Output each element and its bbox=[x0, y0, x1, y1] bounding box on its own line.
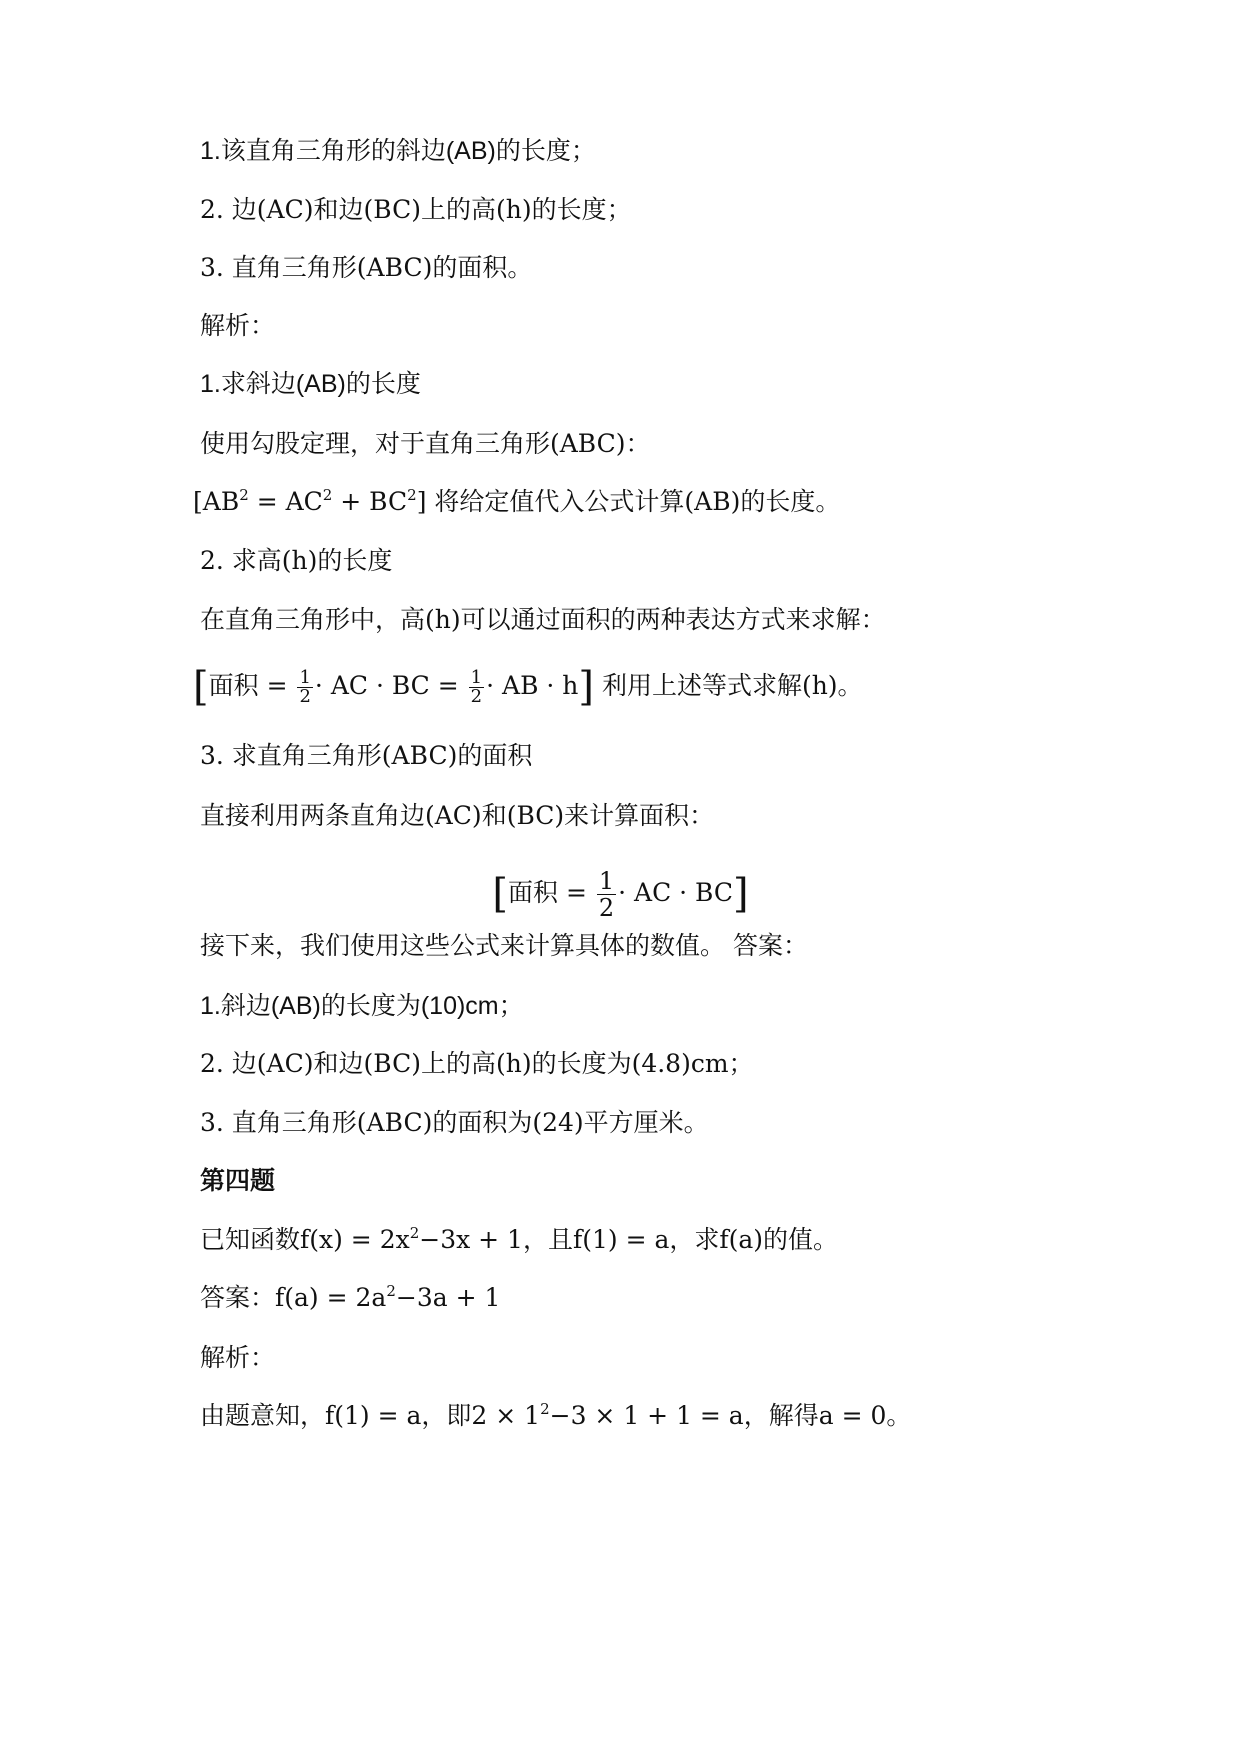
q4-question: 已知函数$f(x) = 2x^2-3x + 1$，且f(1) = a，求f(a)的值。 bbox=[200, 1224, 839, 1254]
question-item-3: 3. 直角三角形(ABC)的面积。 bbox=[200, 253, 533, 282]
q4-answer: 答案：$f(a) = 2a^2-3a + 1$ bbox=[200, 1282, 501, 1312]
bracket-right: ] bbox=[578, 664, 594, 710]
answer-item-3: 3. 直角三角形(ABC)的面积为(24)平方厘米。 bbox=[200, 1108, 709, 1137]
next-step-text: 接下来，我们使用这些公式来计算具体的数值。 答案： bbox=[200, 931, 808, 960]
bracket-left: [ bbox=[193, 487, 203, 516]
step3-title: 3. 求直角三角形(ABC)的面积 bbox=[200, 741, 533, 770]
step1-intro: 使用勾股定理，对于直角三角形(ABC)： bbox=[200, 429, 651, 458]
q4-analysis: 由题意知，f(1) = a，即$2 \times 1^2-3 \times 1 + 1 = a$，解得a = 0。 bbox=[200, 1400, 912, 1430]
fraction-half: $\frac{1}{2}$ bbox=[470, 667, 483, 707]
pythagorean-formula: $[AB^2 = AC^2 + BC^2]$ 将给定值代入公式计算(AB)的长度。 bbox=[193, 486, 841, 516]
answer-item-1: 1.斜边(AB)的长度为(10)cm； bbox=[200, 992, 524, 1020]
bracket-left: [ bbox=[492, 871, 508, 917]
step2-intro: 在直角三角形中，高(h)可以通过面积的两种表达方式来求解： bbox=[200, 605, 886, 634]
bracket-right: ] bbox=[733, 871, 749, 917]
section-title: 第四题 bbox=[200, 1166, 276, 1195]
answer-item-2: 2. 边(AC)和边(BC)上的高(h)的长度为(4.8)cm； bbox=[200, 1049, 754, 1078]
question-item-1: 1.该直角三角形的斜边(AB)的长度； bbox=[200, 137, 596, 165]
step1-title: 1.求斜边(AB)的长度 bbox=[200, 370, 421, 398]
area-formula: [面积 = $\frac{1}{2}$ · AC · BC] bbox=[492, 867, 749, 922]
step2-title: 2. 求高(h)的长度 bbox=[200, 546, 393, 575]
bracket-left: [ bbox=[193, 664, 209, 710]
step3-intro: 直接利用两条直角边(AC)和(BC)来计算面积： bbox=[200, 801, 715, 830]
analysis-label: 解析： bbox=[200, 311, 276, 340]
question-item-2: 2. 边(AC)和边(BC)上的高(h)的长度； bbox=[200, 195, 632, 224]
fraction-half: $\frac{1}{2}$ bbox=[299, 667, 311, 707]
fraction-half: $\frac{1}{2}$ bbox=[598, 867, 615, 922]
bracket-right: ] bbox=[416, 487, 427, 516]
q4-analysis-label: 解析： bbox=[200, 1343, 276, 1372]
area-height-formula: [面积 = $\frac{1}{2}$ · AC · BC = $\frac{1}{2}$ · AB · h] 利用上述等式求解(h)。 bbox=[193, 664, 863, 710]
